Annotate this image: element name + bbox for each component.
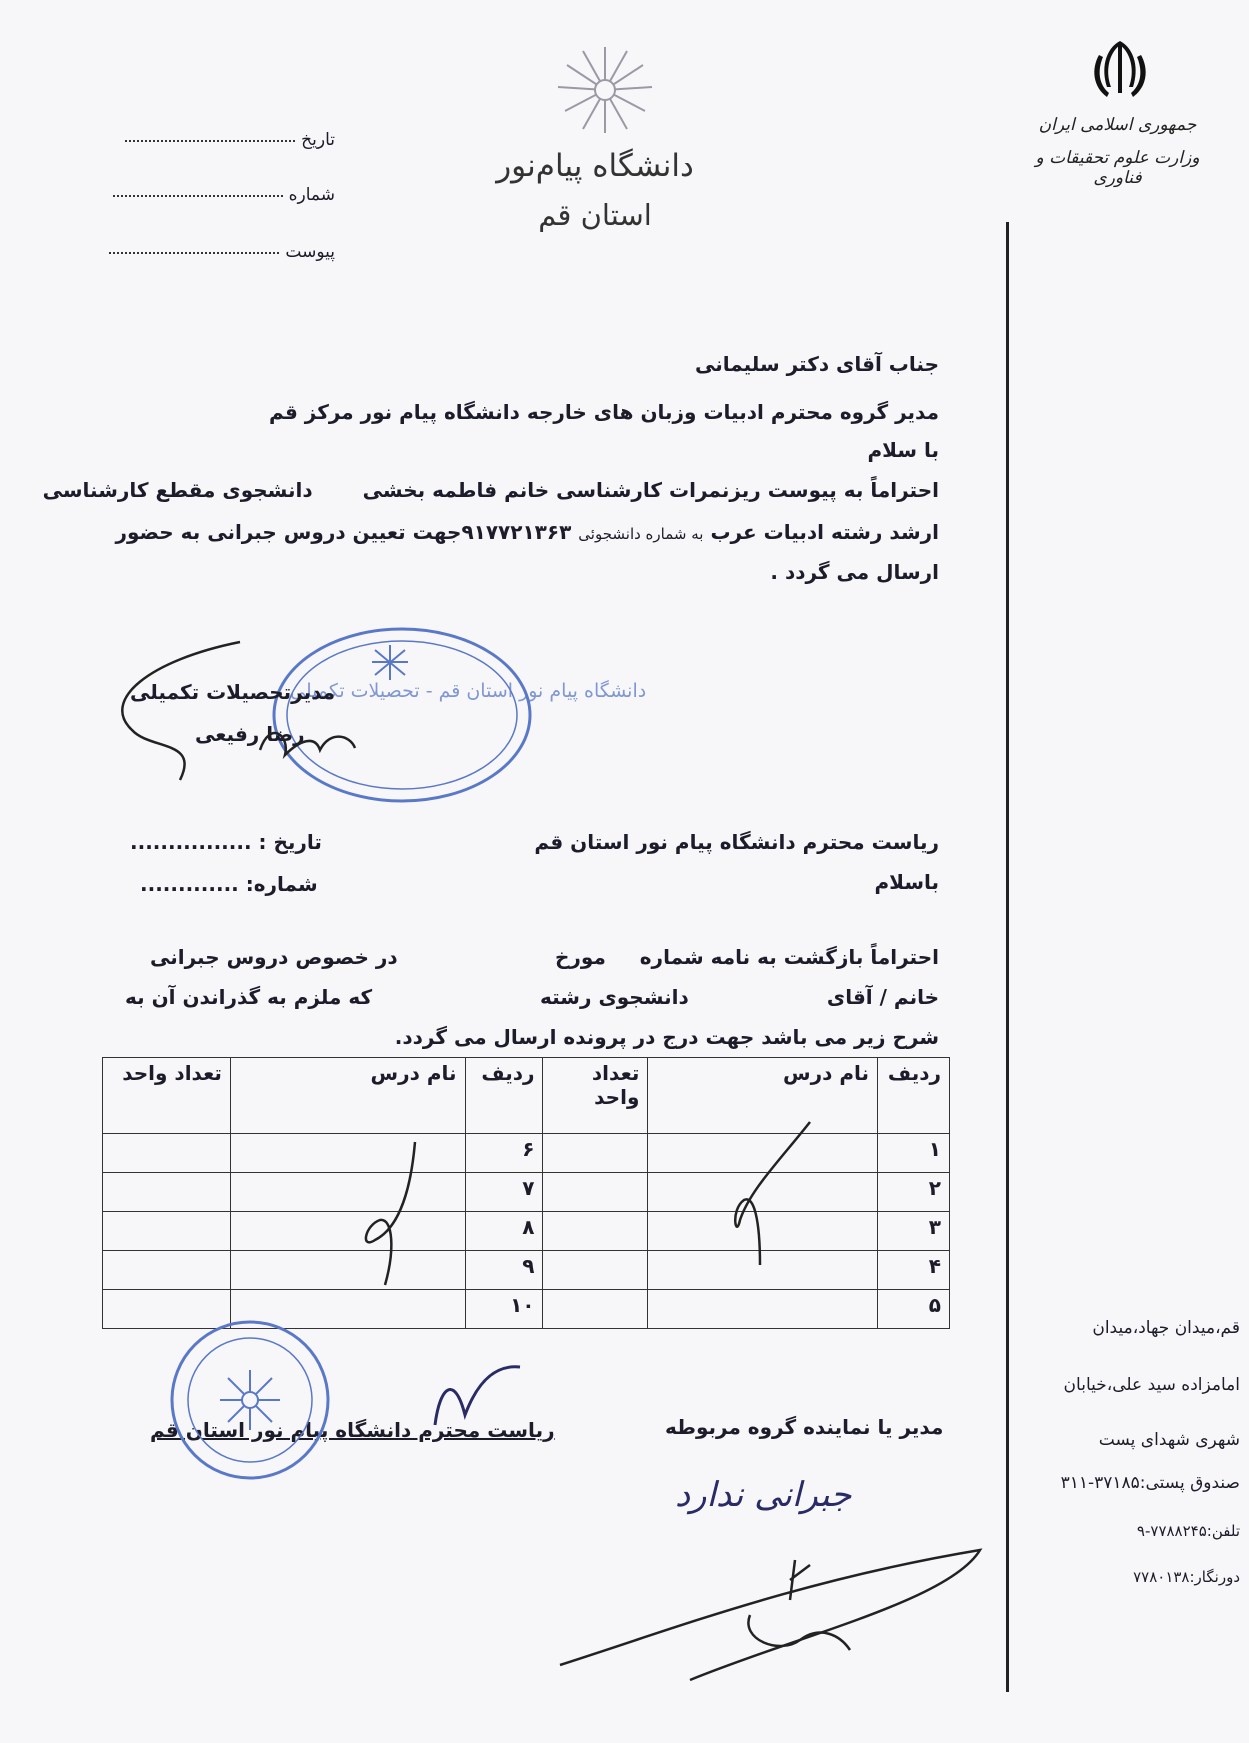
university-name: دانشگاه پیام‌نور xyxy=(496,148,694,184)
province-name: استان قم xyxy=(538,198,652,232)
col-header: ردیف xyxy=(878,1058,950,1134)
ref-date: تاریخ xyxy=(90,130,335,150)
row-index: ۱۰ xyxy=(465,1290,543,1329)
letter2-line2-a: خانم / آقای xyxy=(826,985,939,1009)
ref-attachment: پیوست xyxy=(90,242,335,262)
country-name: جمهوری اسلامی ایران xyxy=(1038,115,1197,135)
letter2-line2-b: دانشجوی رشته xyxy=(540,985,689,1009)
row-index: ۵ xyxy=(878,1290,950,1329)
letter2-line1-a: احتراماً بازگشت به نامه شماره xyxy=(639,945,939,969)
strike-mark-right xyxy=(700,1120,830,1270)
address-phone: تلفن:۷۷۸۸۲۴۵-۹ xyxy=(1136,1522,1240,1540)
letter2-line2-c: که ملزم به گذراندن آن به xyxy=(125,985,373,1009)
letter2-date: تاریخ : ................ xyxy=(130,830,322,854)
row-index: ۷ xyxy=(465,1173,543,1212)
row-index: ۶ xyxy=(465,1134,543,1173)
body-line1: احتراماً به پیوست ریزنمرات کارشناسی خانم فاطمه بخشیدانشجوی مقطع کارشناسی xyxy=(42,478,939,502)
col-header: نام درس xyxy=(230,1058,465,1134)
greeting: با سلام xyxy=(867,438,939,462)
student-number: ۹۱۷۷۲۱۳۶۳ xyxy=(461,520,572,544)
salutation: جناب آقای دکتر سلیمانی xyxy=(694,352,939,376)
university-logo-icon xyxy=(555,45,655,135)
body-line2: ارشد رشته ادبیات عرب به شماره دانشجوئی ۹۱۷۷۲۱۳۶۳جهت تعیین دروس جبرانی به حضور xyxy=(115,520,939,544)
address-line2: امامزاده سید علی،خیابان xyxy=(1063,1375,1240,1395)
row-index: ۴ xyxy=(878,1251,950,1290)
ref-number: شماره xyxy=(90,185,335,205)
letter2-recipient: ریاست محترم دانشگاه پیام نور استان قم xyxy=(534,830,939,854)
letter2-line3: شرح زیر می باشد جهت درج در پرونده ارسال می گردد. xyxy=(394,1025,939,1049)
signature-mark xyxy=(110,640,390,790)
col-header: نام درس xyxy=(648,1058,878,1134)
group-signature xyxy=(550,1540,990,1690)
group-signer: مدیر یا نماینده گروه مربوطه xyxy=(665,1415,944,1439)
letter2-number: شماره: ............. xyxy=(140,872,318,896)
col-header: ردیف xyxy=(465,1058,543,1134)
row-index: ۹ xyxy=(465,1251,543,1290)
president-signature xyxy=(420,1355,530,1435)
address-postal: صندوق پستی:۳۷۱۸۵-۳۱۱ xyxy=(1060,1473,1240,1493)
letter2-greeting: باسلام xyxy=(874,870,939,894)
ministry-name: وزارت علوم تحقیقات و فناوری xyxy=(1035,148,1200,188)
col-header: تعداد واحد xyxy=(103,1058,231,1134)
university-stamp xyxy=(160,1315,340,1485)
body-line3: ارسال می گردد . xyxy=(770,560,939,584)
col-header: تعداد واحد xyxy=(543,1058,648,1134)
margin-divider xyxy=(1006,222,1009,1692)
row-index: ۸ xyxy=(465,1212,543,1251)
address-line3: شهری شهدای پست xyxy=(1098,1430,1240,1450)
handwritten-note: جبرانی ندارد xyxy=(675,1475,852,1515)
address-fax: دورنگار:۷۷۸۰۱۳۸ xyxy=(1133,1568,1240,1586)
row-index: ۱ xyxy=(878,1134,950,1173)
recipient-title: مدیر گروه محترم ادبیات وزبان های خارجه دانشگاه پیام نور مرکز قم xyxy=(269,400,939,424)
address-line1: قم،میدان جهاد،میدان xyxy=(1092,1318,1240,1338)
row-index: ۳ xyxy=(878,1212,950,1251)
iran-emblem-icon xyxy=(1085,35,1155,105)
strike-mark-left xyxy=(355,1140,445,1290)
president-signer: ریاست محترم دانشگاه پیام نور استان قم xyxy=(150,1418,555,1442)
signer-title: مدیرتحصیلات تکمیلی xyxy=(130,680,336,704)
row-index: ۲ xyxy=(878,1173,950,1212)
letter2-line1-b: مورخ xyxy=(555,945,606,969)
stamp-text: دانشگاه پیام نور استان قم - تحصیلات تکمیلی xyxy=(290,680,647,702)
letter2-line1-c: در خصوص دروس جبرانی xyxy=(150,945,398,969)
signer-name: رضا رفیعی xyxy=(195,722,305,746)
